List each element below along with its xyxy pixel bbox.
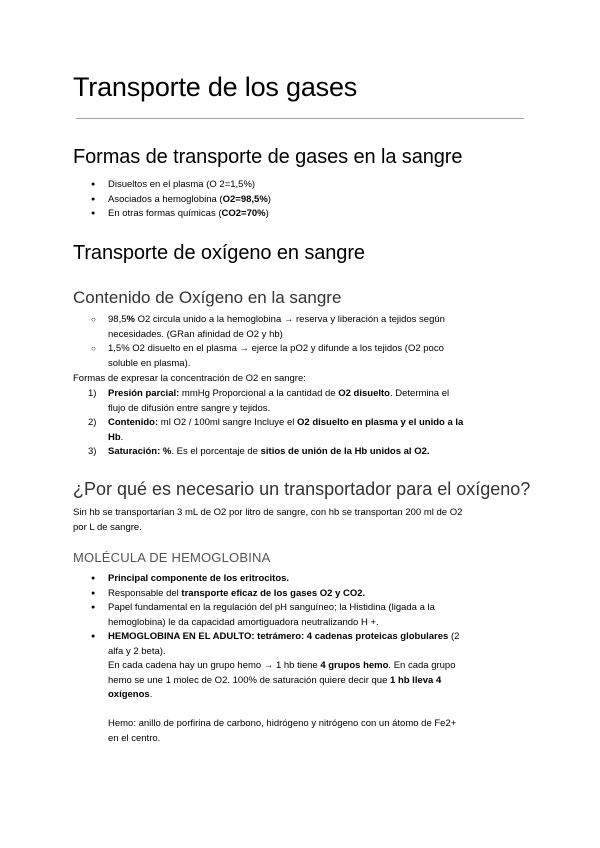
item-text: en el centro. bbox=[108, 732, 161, 744]
item-text: (2 bbox=[448, 631, 460, 642]
heading-por-que-transportador: ¿Por qué es necesario un transportador para el oxígeno? bbox=[73, 479, 531, 499]
list-item bbox=[108, 572, 528, 587]
item-text: hemo se une 1 molec de O2. 100% de saturación quiere decir que bbox=[108, 674, 391, 686]
document-title: Transporte de los gases bbox=[73, 72, 358, 102]
item-number: 3) bbox=[88, 446, 97, 457]
item-bold: % bbox=[126, 314, 135, 325]
item-text: . Determina el bbox=[389, 388, 450, 399]
title-divider bbox=[76, 118, 524, 119]
list-item bbox=[108, 601, 528, 630]
list-contenido-oxigeno bbox=[108, 313, 528, 371]
item-bold: Hb bbox=[108, 431, 121, 443]
item-bold: 1 hb lleva 4 bbox=[390, 674, 442, 686]
item-bold: Saturación: % bbox=[108, 446, 172, 457]
item-text: 98,5 bbox=[108, 314, 127, 325]
item-text: Papel fundamental en la regulación del pH sanguíneo; la Histidina (ligada a la bbox=[108, 602, 435, 613]
item-bold: O2 disuelto bbox=[338, 388, 390, 399]
item-bold: transporte eficaz de los gases O2 y CO2. bbox=[181, 587, 366, 599]
item-text: . bbox=[120, 431, 124, 443]
list-item bbox=[88, 445, 528, 460]
list-item bbox=[108, 207, 528, 222]
item-text: ) bbox=[267, 193, 271, 205]
heading-formas-transporte: Formas de transporte de gases en la sangre bbox=[73, 146, 463, 168]
list-item bbox=[108, 342, 528, 371]
item-number: 1) bbox=[88, 388, 97, 399]
list-formas-transporte bbox=[108, 178, 528, 222]
item-text: hemoglobina) le da capacidad amortiguadora neutralizando H +. bbox=[108, 616, 379, 628]
heading-molecula-hemoglobina: MOLÉCULA DE HEMOGLOBINA bbox=[73, 550, 271, 565]
item-text: Responsable del bbox=[108, 587, 182, 599]
item-number: 2) bbox=[88, 417, 97, 428]
item-text: En cada cadena hay un grupo hemo → 1 hb tiene bbox=[108, 660, 321, 671]
item-bold: CO2=70% bbox=[221, 208, 266, 219]
list-item bbox=[108, 313, 528, 342]
list-item bbox=[108, 193, 528, 208]
item-text: soluble en plasma). bbox=[108, 357, 191, 369]
item-text: O2 circula unido a la hemoglobina → reserva y liberación a tejidos según bbox=[134, 314, 445, 325]
item-text: flujo de difusión entre sangre y tejidos. bbox=[108, 402, 271, 414]
item-text: En otras formas químicas ( bbox=[108, 208, 222, 219]
item-text: . En cada grupo bbox=[388, 660, 456, 671]
item-bold: oxígenos bbox=[108, 689, 150, 700]
paragraph-formas-expresar: Formas de expresar la concentración de O2 en sangre: bbox=[73, 373, 306, 384]
item-bold: sitios de unión de la Hb unidos al O2. bbox=[260, 446, 430, 457]
item-bold: Presión parcial: bbox=[108, 388, 180, 399]
item-text: Asociados a hemoglobina ( bbox=[108, 193, 223, 205]
paragraph-line: por L de sangre. bbox=[73, 521, 142, 533]
list-formas-expresar bbox=[88, 387, 528, 460]
item-text: ) bbox=[265, 208, 269, 219]
heading-transporte-oxigeno: Transporte de oxígeno en sangre bbox=[73, 242, 365, 264]
paragraph-transportador bbox=[73, 506, 533, 535]
item-text: ml O2 / 100ml sangre Incluye el bbox=[158, 417, 298, 428]
item-text: Disueltos en el plasma (O 2=1,5%) bbox=[108, 179, 256, 190]
item-text: . bbox=[149, 689, 153, 700]
item-text: . Es el porcentaje de bbox=[171, 446, 261, 457]
item-bold: O2=98,5% bbox=[222, 193, 268, 205]
list-item bbox=[88, 416, 528, 445]
list-item bbox=[108, 178, 528, 193]
list-item bbox=[108, 587, 528, 602]
item-bold: Contenido: bbox=[108, 417, 159, 428]
subheading-contenido-oxigeno: Contenido de Oxígeno en la sangre bbox=[73, 288, 342, 307]
paragraph-line: Sin hb se transportarían 3 mL de O2 por litro de sangre, con hb se transportan 200 ml de O2 bbox=[73, 507, 463, 518]
item-bold: Principal componente de los eritrocitos. bbox=[108, 573, 290, 584]
list-hemoglobina bbox=[108, 572, 528, 746]
item-bold: HEMOGLOBINA EN EL ADULTO: tetrámero: 4 cadenas proteicas globulares bbox=[108, 631, 449, 642]
item-text: alfa y 2 beta). bbox=[108, 645, 166, 657]
item-bold: O2 disuelto en plasma y el unido a la bbox=[297, 417, 464, 428]
item-text: necesidades. (GRan afinidad de O2 y hb) bbox=[108, 328, 283, 340]
list-item bbox=[108, 630, 528, 746]
item-text: Hemo: anillo de porfirina de carbono, hidrógeno y nitrógeno con un átomo de Fe2+ bbox=[108, 718, 457, 729]
item-text: mmHg Proporcional a la cantidad de bbox=[179, 388, 339, 399]
item-bold: 4 grupos hemo bbox=[320, 660, 389, 671]
list-item bbox=[88, 387, 528, 416]
item-text: 1,5% O2 disuelto en el plasma → ejerce la pO2 y difunde a los tejidos (O2 poco bbox=[108, 343, 444, 354]
